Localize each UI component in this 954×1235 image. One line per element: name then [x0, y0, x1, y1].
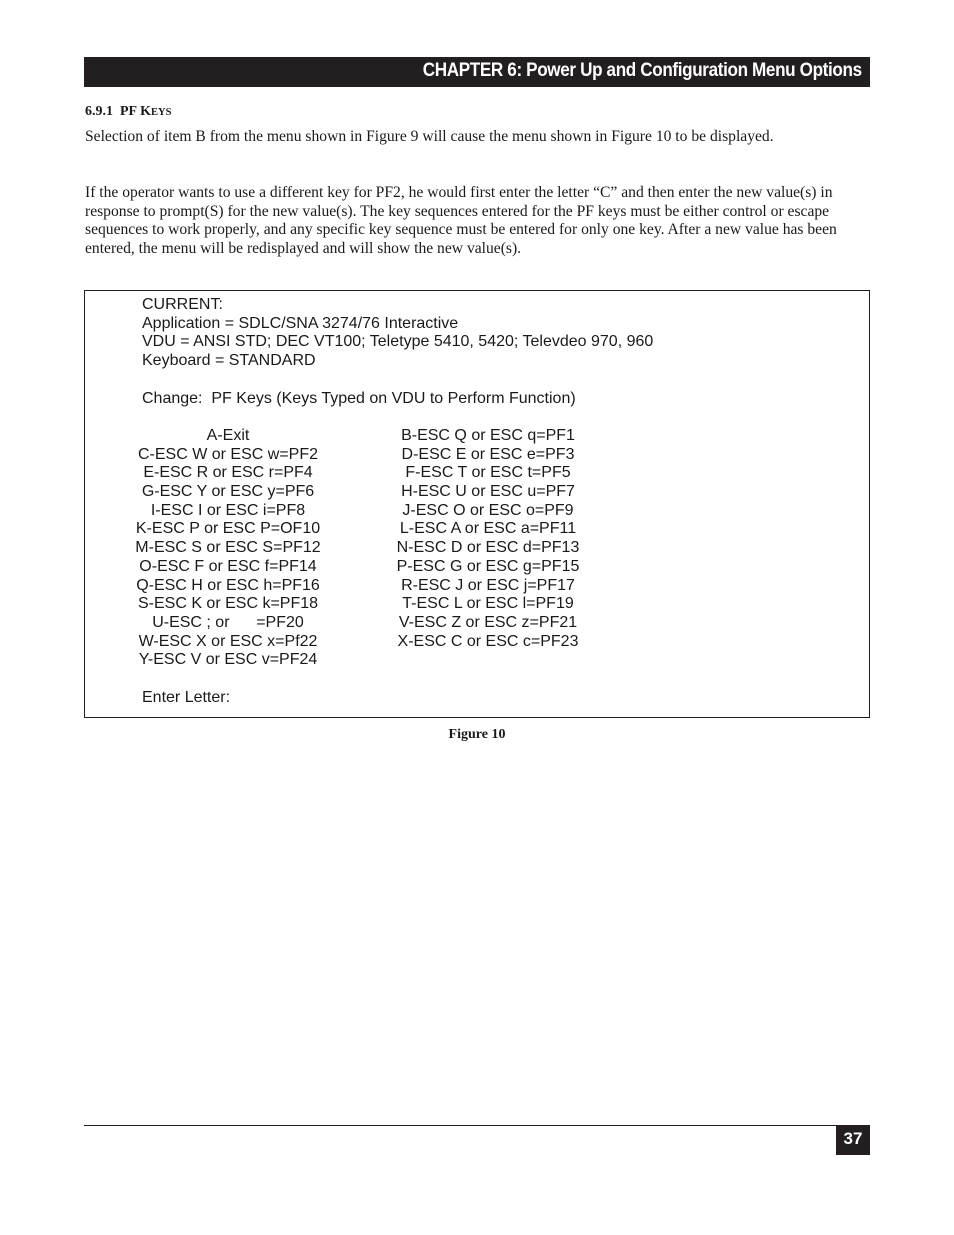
section-title-main: PF K — [120, 104, 151, 119]
section-heading — [85, 104, 171, 120]
menu-option-right: H-ESC U or ESC u=PF7 — [401, 483, 575, 500]
menu-option-left: M-ESC S or ESC S=PF12 — [135, 539, 321, 557]
menu-option-right: V-ESC Z or ESC z=PF21 — [398, 613, 578, 631]
menu-option-right: F-ESC T or ESC t=PF5 — [405, 464, 571, 482]
figure-caption: Figure 10 — [448, 727, 506, 742]
section-number: 6.9.1 — [85, 104, 113, 119]
keyboard-line: Keyboard = STANDARD — [142, 352, 316, 370]
menu-option-left: G-ESC Y or ESC y=PF6 — [141, 483, 315, 500]
change-line: Change: PF Keys (Keys Typed on VDU to Perform Function) — [142, 389, 576, 407]
menu-option-left: U-ESC ; or =PF20 — [152, 613, 304, 631]
menu-option-right: N-ESC D or ESC d=PF13 — [396, 539, 580, 557]
paragraph-selection: Selection of item B from the menu shown in Figure 9 will cause the menu shown in Figure 10 to be displayed. — [85, 128, 774, 145]
menu-option-left: W-ESC X or ESC x=Pf22 — [138, 632, 318, 650]
menu-option-right: T-ESC L or ESC l=PF19 — [402, 595, 574, 613]
menu-option-right: R-ESC J or ESC j=PF17 — [401, 576, 575, 594]
menu-option-right: X-ESC C or ESC c=PF23 — [397, 632, 579, 650]
menu-option-left: C-ESC W or ESC w=PF2 — [137, 445, 319, 463]
menu-option-left: Y-ESC V or ESC v=PF24 — [138, 651, 318, 669]
menu-option-left: Q-ESC H or ESC h=PF16 — [136, 576, 320, 594]
chapter-header-bar — [84, 57, 870, 87]
menu-option-right: L-ESC A or ESC a=PF11 — [399, 520, 577, 538]
section-title-small-caps: EYS — [150, 107, 172, 118]
page-number: 37 — [836, 1125, 870, 1155]
menu-option-left: K-ESC P or ESC P=OF10 — [135, 520, 321, 538]
enter-letter-prompt: Enter Letter: — [142, 688, 231, 706]
menu-option-right: J-ESC O or ESC o=PF9 — [402, 501, 574, 519]
current-label: CURRENT: — [142, 296, 223, 313]
vdu-line: VDU = ANSI STD; DEC VT100; Teletype 5410, 5420; Televdeo 970, 960 — [142, 333, 654, 351]
menu-option-left: O-ESC F or ESC f=PF14 — [139, 557, 317, 575]
paragraph-operator: If the operator wants to use a different key for PF2, he would first enter the letter “C” and then enter the new value(s) in response to prompt(S) for the new value(s). The key sequences entered for the PF keys must be either control or escape sequences to work properly, and any specific key sequence must be entered for only one key. After a new value has been entered, the menu will be redisplayed and will show the new value(s). — [85, 184, 837, 258]
menu-option-right: B-ESC Q or ESC q=PF1 — [401, 426, 575, 444]
chapter-title: CHAPTER 6: Power Up and Configuration Menu Options — [423, 60, 862, 81]
menu-option-left: A-Exit — [206, 426, 250, 444]
footer-rule — [84, 1125, 870, 1126]
menu-option-left: I-ESC I or ESC i=PF8 — [150, 501, 306, 519]
menu-option-left: E-ESC R or ESC r=PF4 — [143, 464, 313, 482]
application-line: Application = SDLC/SNA 3274/76 Interactive — [142, 314, 459, 332]
menu-option-right: D-ESC E or ESC e=PF3 — [401, 445, 575, 463]
menu-option-left: S-ESC K or ESC k=PF18 — [137, 595, 319, 613]
menu-option-right: P-ESC G or ESC g=PF15 — [396, 557, 580, 575]
